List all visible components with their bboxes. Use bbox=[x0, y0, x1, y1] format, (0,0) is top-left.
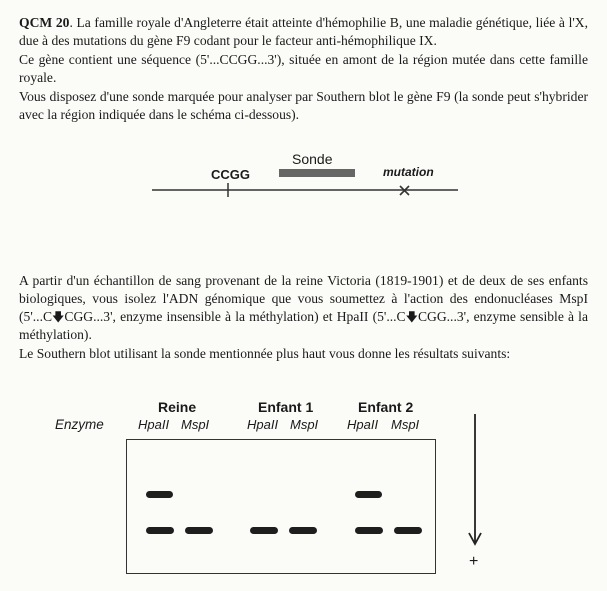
experiment-paragraph bbox=[19, 272, 588, 344]
band-enfant2-mspi-lower bbox=[394, 527, 422, 534]
band-enfant2-hpaii-lower bbox=[355, 527, 383, 534]
probe-label: Sonde bbox=[292, 151, 333, 167]
sample-name-enfant-1: Enfant 1 bbox=[258, 399, 314, 415]
experiment-text-2: CGG...3', enzyme insensible à la méthylation) et HpaII (5'...C bbox=[64, 309, 406, 324]
migration-arrow-icon bbox=[465, 412, 485, 552]
blot-frame bbox=[126, 439, 436, 574]
sequence-paragraph: Ce gène contient une séquence (5'...CCGG...3'), située en amont de la région mutée dans cette famille royale. bbox=[19, 52, 588, 85]
band-enfant1-hpaii-lower bbox=[250, 527, 278, 534]
enzyme-label: HpaII bbox=[247, 417, 279, 432]
question-intro: . La famille royale d'Angleterre était atteinte d'hémophilie B, une maladie génétique, liée à l'X, due à des mutations du gène F9 codant pour le facteur anti-hémophilique IX. bbox=[19, 15, 589, 48]
ccgg-site-label: CCGG bbox=[211, 167, 250, 182]
sample-name-enfant-2: Enfant 2 bbox=[358, 399, 414, 415]
band-enfant2-hpaii-upper bbox=[355, 491, 382, 498]
experiment-text-1: A partir d'un échantillon de sang provenant de la reine Victoria (1819-1901) et de deux de ses enfants biologiques, vous isolez l'ADN génomique que vous soumettez à l'action des endonucléases MspI (5'...C bbox=[19, 273, 588, 324]
band-reine-hpaii-lower bbox=[146, 527, 174, 534]
enzyme-label: MspI bbox=[181, 417, 210, 432]
mutation-label: mutation bbox=[383, 165, 434, 179]
migration-sign: + bbox=[469, 553, 479, 570]
enzyme-label: HpaII bbox=[138, 417, 170, 432]
band-reine-mspi-lower bbox=[185, 527, 213, 534]
experiment-text-3: CGG...3', enzyme sensible à la méthylation). bbox=[19, 309, 588, 342]
cut-arrow-icon: 🡇 bbox=[52, 310, 65, 324]
probe-bar bbox=[279, 169, 355, 177]
enzyme-row-label: Enzyme bbox=[55, 417, 104, 432]
cut-arrow-icon: 🡇 bbox=[405, 310, 418, 324]
sample-name-reine: Reine bbox=[158, 399, 197, 415]
band-reine-hpaii-upper bbox=[146, 491, 173, 498]
enzyme-label: MspI bbox=[290, 417, 319, 432]
enzyme-label: MspI bbox=[391, 417, 420, 432]
enzyme-label: HpaII bbox=[347, 417, 379, 432]
results-intro: Le Southern blot utilisant la sonde mentionnée plus haut vous donne les résultats suivants: bbox=[19, 346, 511, 361]
question-number: QCM 20 bbox=[19, 15, 70, 30]
band-enfant1-mspi-lower bbox=[289, 527, 317, 534]
question-paragraph bbox=[19, 14, 588, 50]
probe-paragraph: Vous disposez d'une sonde marquée pour analyser par Southern blot le gène F9 (la sonde peut s'hybrider avec la région indiquée dans le schéma ci-dessous). bbox=[19, 89, 588, 122]
